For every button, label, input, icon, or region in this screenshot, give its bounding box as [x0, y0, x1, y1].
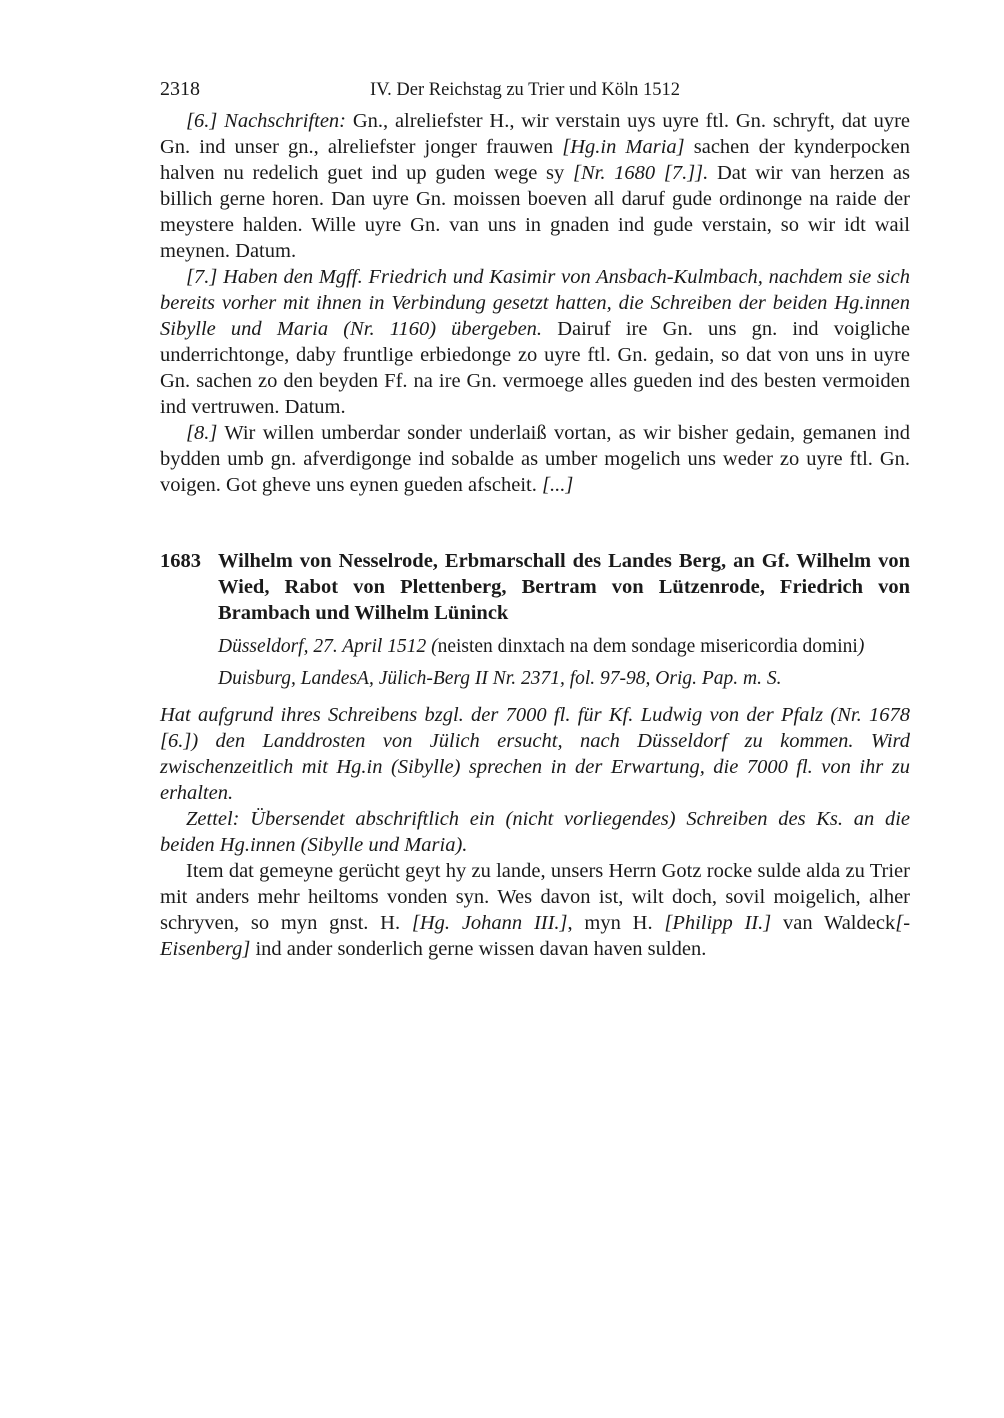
document-heading: [160, 548, 910, 626]
running-header: [160, 78, 910, 108]
paragraph-section-6: [160, 108, 910, 264]
paragraph-text: Gn., alreliefster H., wir verstain uys uyre ftl. Gn. schryft, dat uyre Gn. ind unser gn., alreliefster jonger frauwen: [160, 110, 910, 158]
paragraph-text: Dairuf ire Gn. uns gn. ind voigliche underrichtonge, daby fruntlige erbiedonge zo uyre ftl. Gn. gedain, so dat von uns in uyre Gn. sachen zo den beyden Ff. na ire Gn. vermoege alles gueden ind des besten vermoiden ind vertruwen. Datum.: [160, 318, 910, 418]
document-source: Duisburg, LandesA, Jülich-Berg II Nr. 2371, fol. 97-98, Orig. Pap. m. S.: [218, 668, 782, 689]
section-marker: [8.]: [186, 422, 218, 444]
editorial-note: [Philipp II.]: [664, 912, 772, 934]
paragraph-text: sachen der kynderpocken halven nu redelich guet ind up guden wege sy: [160, 136, 910, 184]
document-date: Düsseldorf, 27. April 1512 (neisten dinxtach na dem sondage misericordia domini): [218, 636, 865, 657]
paragraph-section-7: [160, 264, 910, 420]
editorial-note: [Nr. 1680 [7.]].: [572, 162, 709, 184]
paragraph-section-8: [160, 420, 910, 498]
editorial-summary: [7.] Haben den Mgff. Friedrich und Kasimir von Ansbach-Kulmbach, nachdem sie sich bereits vorher mit ihnen in Verbindung gesetzt hatten, die Schreiben der beiden Hg.innen Sibylle und Maria (Nr. 1160) übergeben.: [160, 266, 910, 340]
document-title: Wilhelm von Nesselrode, Erbmarschall des Landes Berg, an Gf. Wilhelm von Wied, Rabot von Plettenberg, Bertram von Lützenrode, Friedrich von Brambach und Wilhelm Lüninck: [218, 550, 910, 624]
document-page: [160, 78, 910, 962]
page-number: 2318: [160, 78, 200, 100]
paragraph-item: Item dat gemeyne gerücht geyt hy zu lande, unsers Herrn Gotz rocke sulde alda zu Trier mit anders mehr heiltoms vonden syn. Wes davon ist, wilt doch, sovil moigelich, alher schryven, so myn gnst. H. [Hg. Johann III.], myn H. [Philipp II.] van Waldeck[-Eisenberg] ind ander sonderlich gerne wissen davan haven sulden.: [160, 860, 911, 960]
zettel-note: Zettel: Übersendet abschriftlich ein (nicht vorliegendes) Schreiben des Ks. an die beiden Hg.innen (Sibylle und Maria).: [160, 808, 910, 856]
paragraph-text: Wir willen umberdar sonder underlaiß vortan, as wir bisher gedain, gemanen ind bydden umb gn. afverdigonge ind sobalde as umber mogelich uns weder zo uyre ftl. Gn. voigen. Got gheve uns eynen gueden afscheit.: [160, 422, 910, 496]
regest-summary: Hat aufgrund ihres Schreibens bzgl. der 7000 fl. für Kf. Ludwig von der Pfalz (Nr. 1678 [6.]) den Landdrosten von Jülich ersucht, nach Düsseldorf zu kommen. Wird zwischenzeitlich mit Hg.in (Sibylle) sprechen in der Erwartung, die 7000 fl. von ihr zu erhalten.: [160, 704, 910, 804]
running-title: IV. Der Reichstag zu Trier und Köln 1512: [370, 80, 681, 100]
editorial-note: [Hg. Johann III.]: [411, 912, 568, 934]
section-marker: [6.] Nachschriften:: [186, 110, 346, 132]
document-number: 1683: [160, 550, 201, 572]
editorial-note: [Hg.in Maria]: [562, 136, 685, 158]
editorial-note: [-Eisenberg]: [160, 912, 911, 960]
paragraph-text: Dat wir van herzen as billich gerne horen. Dan uyre Gn. moissen boeven all daruf gude ordinonge na raide der meystere halden. Wille uyre Gn. van uns in gnaden ind gude verstain, so wir idt wail meynen. Datum.: [160, 162, 910, 262]
editorial-ellipsis: [...]: [541, 474, 574, 496]
